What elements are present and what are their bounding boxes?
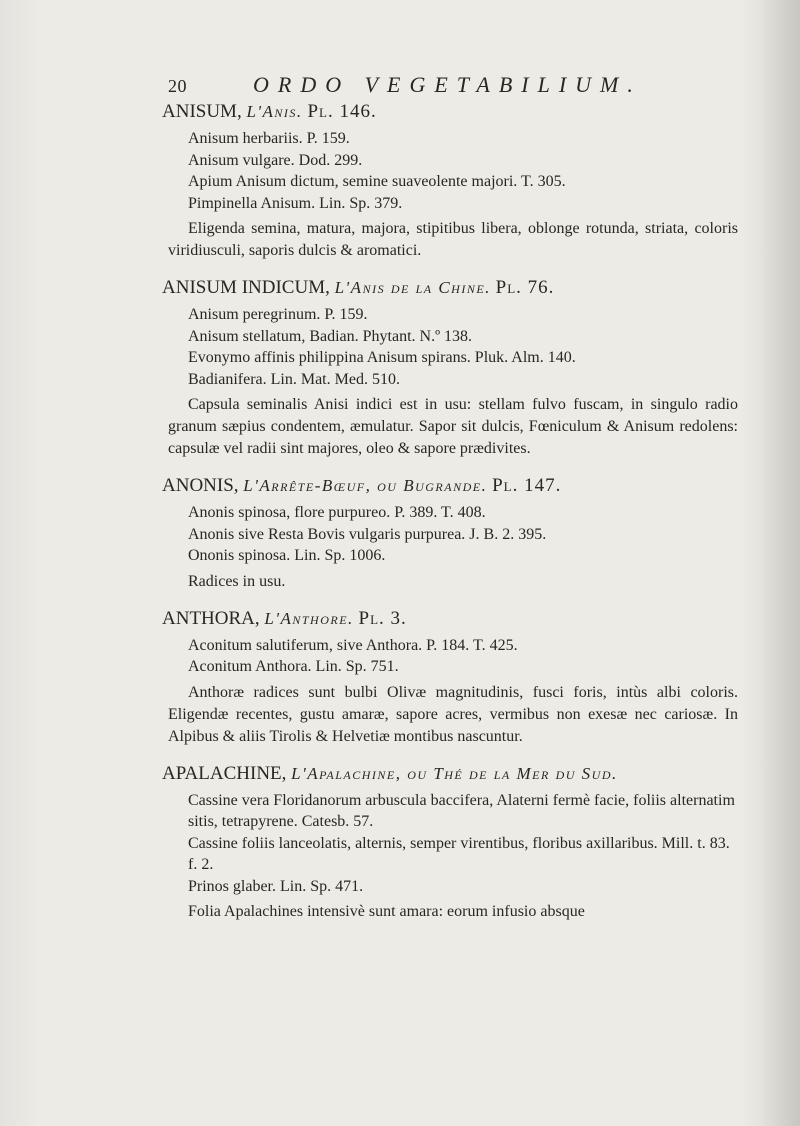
entry-name: ANISUM INDICUM bbox=[162, 277, 326, 298]
synonym-list bbox=[188, 128, 738, 214]
synonym-list bbox=[188, 304, 738, 390]
french-name: L'Arrête-Bœuf, ou Bugrande. bbox=[243, 476, 488, 495]
synonym: Anisum herbariis. P. 159. bbox=[188, 130, 350, 147]
synonym-list bbox=[188, 635, 738, 678]
entry-anisum-indicum bbox=[162, 276, 738, 460]
entry-description: Capsula seminalis Anisi indici est in usu: stellam fulvo fuscam, in singulo radio granum sæpius condentem, æmulatur. Sapor sit dulcis, Fœniculum & Anisum redolens: capsulæ vel radii sint majores, oleo & sapore prædivites. bbox=[168, 396, 738, 457]
entry-description: Eligenda semina, matura, majora, stipitibus libera, oblonge rotunda, striata, coloris viridiusculi, saporis dulcis & aromatici. bbox=[168, 220, 738, 259]
entry-heading: APALACHINE, L'Apalachine, ou Thé de la Mer du Sud. bbox=[162, 762, 618, 784]
entry-heading: ANISUM, L'Anis. Pl. 146. bbox=[162, 101, 377, 122]
plate-reference: Pl. 147. bbox=[492, 475, 562, 496]
entry-anthora bbox=[162, 607, 738, 748]
entry-heading: ANTHORA, L'Anthore. Pl. 3. bbox=[162, 607, 407, 629]
french-name: L'Anis de la Chine. bbox=[334, 278, 491, 297]
entry-name: ANONIS bbox=[162, 475, 234, 496]
synonym: Badianifera. Lin. Mat. Med. 510. bbox=[188, 370, 400, 388]
plate-reference: Pl. 146. bbox=[307, 101, 377, 122]
running-title: ORDO VEGETABILIUM. bbox=[253, 72, 642, 97]
synonym: Apium Anisum dictum, semine suaveolente majori. T. 305. bbox=[188, 173, 566, 190]
synonym-list bbox=[188, 790, 738, 898]
page-edge-shadow bbox=[760, 0, 800, 1126]
synonym: Pimpinella Anisum. Lin. Sp. 379. bbox=[188, 194, 403, 212]
entry-name: ANISUM bbox=[162, 101, 237, 122]
french-name: L'Anthore. bbox=[264, 608, 354, 628]
synonym: Cassine vera Floridanorum arbuscula baccifera, Alaterni fermè facie, foliis alternatim sitis, tetrapyrene. Catesb. 57. bbox=[188, 791, 735, 830]
entry-description: Radices in usu. bbox=[188, 572, 286, 590]
plate-reference: Pl. 76. bbox=[495, 277, 555, 298]
entry-anisum bbox=[162, 100, 738, 262]
synonym: Anonis sive Resta Bovis vulgaris purpurea. J. B. 2. 395. bbox=[188, 525, 547, 543]
synonym: Cassine foliis lanceolatis, alternis, semper virentibus, floribus axillaribus. Mill. t. 83. f. 2. bbox=[188, 834, 730, 873]
entry-description: Anthoræ radices sunt bulbi Olivæ magnitudinis, fusci foris, intùs albi coloris. Eligendæ recentes, gustu amaræ, sapore acres, vermibus non exesæ nec cariosæ. In Alpibus & aliis Tirolis & Helvetiæ montibus nascuntur. bbox=[168, 683, 738, 745]
french-name: L'Anis. bbox=[246, 102, 303, 121]
entry-apalachine bbox=[162, 762, 738, 924]
synonym-list bbox=[188, 502, 738, 567]
french-name: L'Apalachine, ou Thé de la Mer du Sud. bbox=[291, 763, 618, 783]
plate-reference: Pl. 3. bbox=[358, 607, 407, 629]
synonym: Anonis spinosa, flore purpureo. P. 389. T. 408. bbox=[188, 504, 486, 521]
synonym: Aconitum Anthora. Lin. Sp. 751. bbox=[188, 658, 399, 675]
synonym: Ononis spinosa. Lin. Sp. 1006. bbox=[188, 547, 386, 564]
page-number: 20 bbox=[168, 76, 187, 96]
synonym: Prinos glaber. Lin. Sp. 471. bbox=[188, 877, 364, 895]
synonym: Evonymo affinis philippina Anisum spirans. Pluk. Alm. 140. bbox=[188, 349, 576, 366]
synonym: Anisum peregrinum. P. 159. bbox=[188, 306, 368, 323]
entry-description: Folia Apalachines intensivè sunt amara: eorum infusio absque bbox=[188, 903, 585, 920]
synonym: Aconitum salutiferum, sive Anthora. P. 184. T. 425. bbox=[188, 636, 518, 654]
synonym: Anisum vulgare. Dod. 299. bbox=[188, 151, 363, 169]
entry-anonis bbox=[162, 474, 738, 593]
entry-heading: ANONIS, L'Arrête-Bœuf, ou Bugrande. Pl. 147. bbox=[162, 475, 562, 496]
entry-name: APALACHINE bbox=[162, 762, 282, 784]
entry-heading: ANISUM INDICUM, L'Anis de la Chine. Pl. 76. bbox=[162, 277, 555, 298]
synonym: Anisum stellatum, Badian. Phytant. N.º 138. bbox=[188, 327, 473, 345]
entry-name: ANTHORA bbox=[162, 607, 255, 629]
running-head bbox=[168, 72, 738, 100]
page-content bbox=[162, 72, 738, 923]
